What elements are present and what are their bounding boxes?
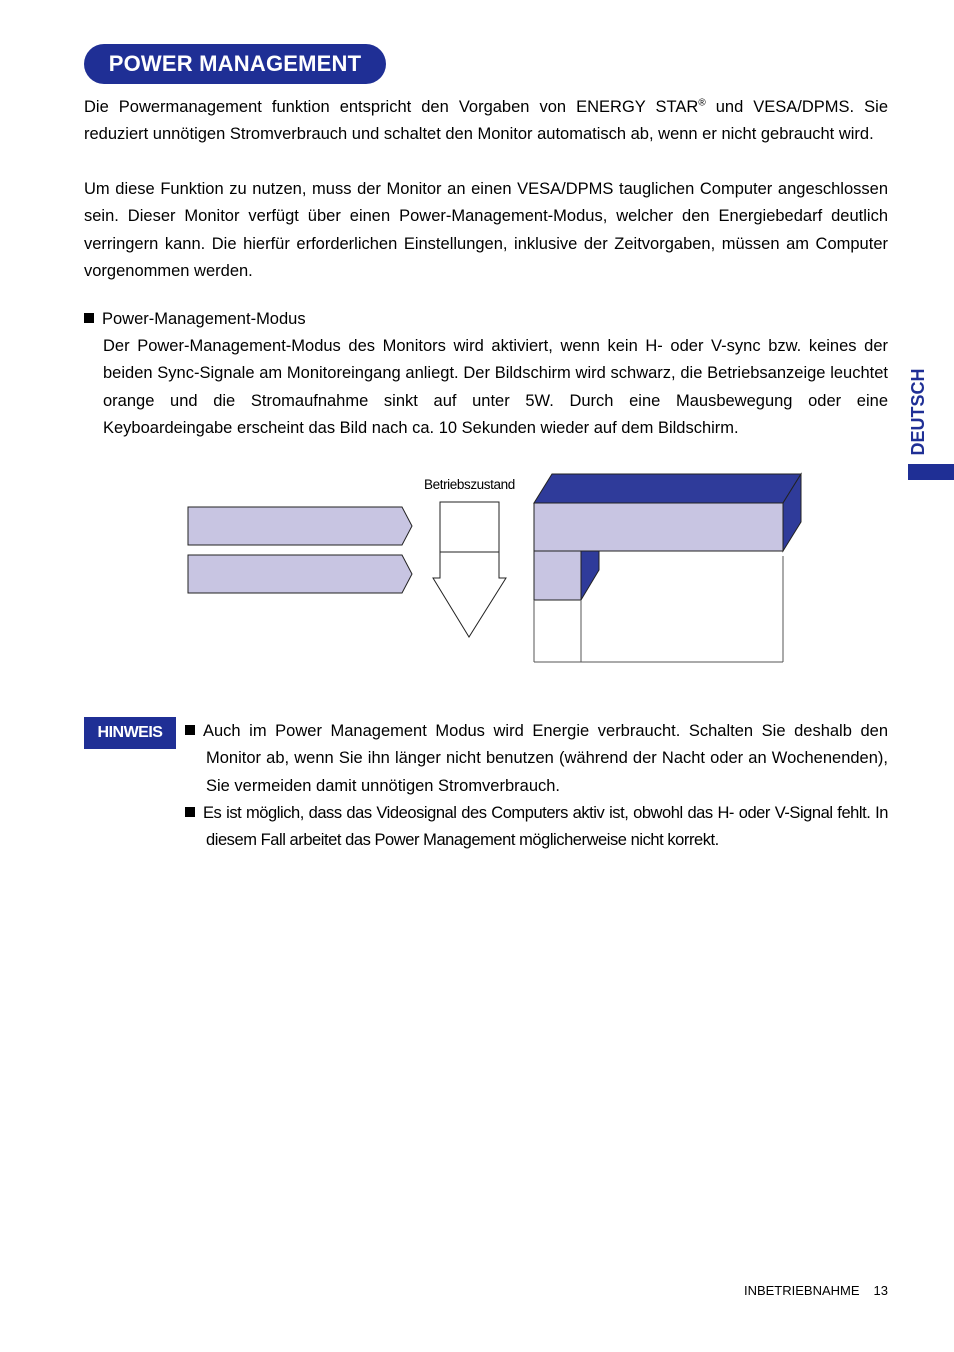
page-number: 13 — [873, 1283, 888, 1298]
registered-mark: ® — [698, 97, 706, 109]
small-bar-front-face — [534, 551, 581, 600]
square-bullet-icon — [185, 807, 195, 817]
small-bar-side-face — [581, 551, 599, 600]
note-badge: HINWEIS — [84, 717, 176, 749]
section-heading-text: Power-Management-Modus — [102, 310, 306, 328]
page-footer — [730, 1283, 888, 1298]
down-arrow-icon — [433, 502, 506, 637]
note-item-2-text: Es ist möglich, dass das Videosignal des Computers aktiv ist, obwohl das H- oder V-Signal fehlt. In diesem Fall arbeitet das Power Management möglicherweise nicht korrekt. — [203, 804, 888, 850]
intro-text-b: und VESA/DPMS. Sie reduziert unnötigen Stromverbrauch und schaltet den Monitor automatisch ab, wenn er nicht gebraucht wird. — [84, 98, 888, 144]
note-item-2 — [185, 800, 888, 855]
intro-paragraph-2: Um diese Funktion zu nutzen, muss der Monitor an einen VESA/DPMS tauglichen Computer angeschlossen sein. Dieser Monitor verfügt über einen Power-Management-Modus, welcher den Energiebedarf deutlich verringern kann. Die hierfür erforderlichen Einstellungen, inklusive der Zeitvorgaben, müssen am Computer vorgenommen werden. — [84, 180, 888, 280]
diagram-label: Betriebszustand — [424, 477, 515, 492]
note-item-1-text: Auch im Power Management Modus wird Energie verbraucht. Schalten Sie deshalb den Monitor ab, wenn Sie ihn länger nicht benutzen (während der Nacht oder an Wochenenden), Sie vermeiden damit unnötigen Stromverbrauch. — [203, 722, 888, 795]
intro-text-a: Die Powermanagement funktion entspricht den Vorgaben von ENERGY STAR — [84, 98, 699, 116]
signal-arrow-2 — [188, 555, 412, 593]
bar-front-face — [534, 503, 783, 551]
bar-top-face — [534, 474, 801, 503]
page-title: POWER MANAGEMENT — [84, 44, 386, 84]
note-item-1 — [185, 718, 888, 800]
square-bullet-icon — [185, 725, 195, 735]
footer-section: INBETRIEBNAHME — [743, 1283, 860, 1298]
signal-arrow-1 — [188, 507, 412, 545]
section-body: Der Power-Management-Modus des Monitors wird aktiviert, wenn kein H- oder V-sync bzw. keines der beiden Sync-Signale am Monitoreingang anliegt. Der Bildschirm wird schwarz, die Betriebsanzeige leuchtet orange und die Stromaufnahme sinkt auf unter 5W. Durch eine Mausbewegung oder eine Keyboardeingabe erscheint das Bild nach ca. 10 Sekunden wieder auf dem Bildschirm. — [103, 337, 888, 437]
